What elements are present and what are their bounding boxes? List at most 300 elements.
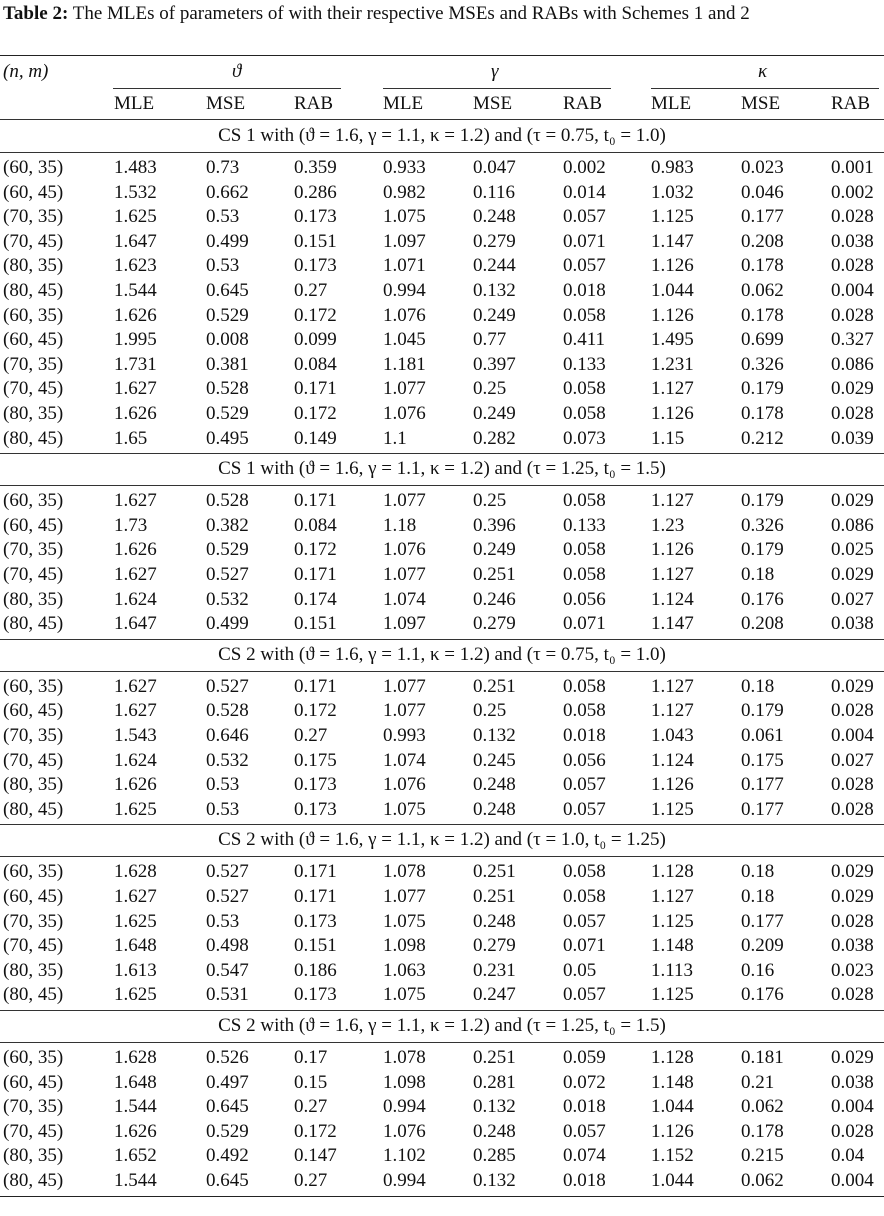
subcolumn-header: RAB	[294, 93, 334, 114]
table-cell: 0.933	[383, 157, 426, 178]
table-cell: 0.171	[294, 490, 337, 512]
table-cell: 1.627	[114, 378, 157, 400]
subcolumn-header: MSE	[473, 93, 513, 114]
table-cell: 1.125	[651, 984, 694, 1006]
table-cell: 0.25	[473, 378, 507, 400]
table-cell: 1.043	[651, 725, 694, 746]
header-rule	[0, 119, 884, 120]
table-cell: 0.499	[206, 230, 249, 252]
table-cell: 0.25	[473, 490, 507, 512]
table-cell: 0.209	[741, 935, 784, 957]
row-label: (70, 35)	[3, 539, 64, 561]
table-cell: 0.249	[473, 304, 516, 326]
row-label: (60, 45)	[3, 700, 64, 722]
table-cell: 1.147	[651, 230, 694, 252]
table-cell: 1.074	[383, 749, 426, 771]
table-cell: 1.127	[651, 700, 694, 722]
table-cell: 1.648	[114, 1071, 157, 1093]
table-cell: 1.098	[383, 935, 426, 957]
table-cell: 0.074	[563, 1145, 606, 1167]
row-label: (70, 35)	[3, 206, 64, 228]
table-cell: 0.174	[294, 588, 337, 610]
table-cell: 0.058	[563, 539, 606, 561]
table-cell: 1.623	[114, 255, 157, 277]
table-cell: 1.613	[114, 959, 157, 981]
table-cell: 1.124	[651, 588, 694, 610]
table-cell: 1.628	[114, 1047, 157, 1068]
row-label: (80, 45)	[3, 798, 64, 820]
table-cell: 1.648	[114, 935, 157, 957]
table-cell: 0.18	[741, 675, 775, 697]
table-cell: 0.001	[831, 157, 874, 178]
table-cell: 1.544	[114, 1096, 157, 1118]
table-cell: 0.177	[741, 798, 784, 820]
table-cell: 0.179	[741, 490, 784, 512]
table-cell: 1.075	[383, 206, 426, 228]
table-cell: 0.04	[831, 1145, 865, 1167]
subcolumn-header: MLE	[114, 93, 155, 114]
table-cell: 1.077	[383, 886, 426, 907]
table-cell: 1.078	[383, 861, 426, 883]
table-cell: 1.627	[114, 700, 157, 722]
table-cell: 0.495	[206, 427, 249, 449]
section-end-rule	[0, 453, 884, 454]
table-cell: 1.063	[383, 959, 426, 981]
table-cell: 0.251	[473, 1047, 516, 1068]
table-cell: 0.279	[473, 613, 516, 635]
table-cell: 0.251	[473, 861, 516, 883]
table-cell: 0.73	[206, 157, 240, 178]
table-cell: 0.028	[831, 206, 874, 228]
row-label: (70, 35)	[3, 725, 64, 746]
table-cell: 0.062	[741, 1170, 784, 1191]
table-cell: 0.059	[563, 1047, 606, 1068]
bottom-rule	[0, 1196, 884, 1197]
row-label: (60, 45)	[3, 514, 64, 536]
table-cell: 0.21	[741, 1071, 775, 1093]
table-cell: 0.527	[206, 861, 249, 883]
section-rule	[0, 485, 884, 486]
row-label: (60, 45)	[3, 1071, 64, 1093]
table-cell: 0.029	[831, 1047, 874, 1068]
table-cell: 1.127	[651, 378, 694, 400]
table-cell: 0.028	[831, 304, 874, 326]
table-cell: 1.627	[114, 564, 157, 585]
group-underline-kappa	[651, 88, 879, 89]
table-cell: 0.057	[563, 1120, 606, 1142]
table-cell: 0.27	[294, 1096, 328, 1118]
table-cell: 0.16	[741, 959, 775, 981]
row-label: (80, 35)	[3, 774, 64, 796]
table-cell: 1.126	[651, 255, 694, 277]
group-underline-gamma	[383, 88, 611, 89]
row-label: (60, 45)	[3, 886, 64, 907]
table-cell: 1.628	[114, 861, 157, 883]
table-cell: 0.133	[563, 514, 606, 536]
row-label: (60, 45)	[3, 181, 64, 203]
row-label: (80, 35)	[3, 588, 64, 610]
table-cell: 0.147	[294, 1145, 337, 1167]
table-cell: 0.527	[206, 886, 249, 907]
table-cell: 0.099	[294, 329, 337, 351]
table-cell: 1.126	[651, 304, 694, 326]
table-cell: 0.172	[294, 304, 337, 326]
table-cell: 0.046	[741, 181, 784, 203]
table-cell: 0.133	[563, 353, 606, 375]
table-cell: 0.056	[563, 749, 606, 771]
table-cell: 0.173	[294, 774, 337, 796]
table-cell: 0.172	[294, 1120, 337, 1142]
section-end-rule	[0, 639, 884, 640]
table-cell: 0.172	[294, 700, 337, 722]
table-cell: 1.625	[114, 984, 157, 1006]
table-cell: 0.004	[831, 725, 874, 746]
table-cell: 0.028	[831, 910, 874, 932]
table-cell: 0.028	[831, 255, 874, 277]
table-cell: 0.132	[473, 1170, 516, 1191]
table-cell: 0.246	[473, 588, 516, 610]
table-cell: 1.125	[651, 206, 694, 228]
table-cell: 1.127	[651, 490, 694, 512]
table-cell: 1.626	[114, 539, 157, 561]
table-cell: 0.547	[206, 959, 249, 981]
table-cell: 0.179	[741, 700, 784, 722]
table-cell: 0.058	[563, 700, 606, 722]
table-cell: 1.231	[651, 353, 694, 375]
table-cell: 0.018	[563, 280, 606, 301]
table-cell: 0.53	[206, 910, 240, 932]
section-end-rule	[0, 1010, 884, 1011]
table-cell: 1.125	[651, 910, 694, 932]
table-cell: 0.004	[831, 1170, 874, 1191]
table-cell: 0.281	[473, 1071, 516, 1093]
table-cell: 1.126	[651, 1120, 694, 1142]
table-cell: 1.076	[383, 304, 426, 326]
table-cell: 0.396	[473, 514, 516, 536]
table-cell: 1.152	[651, 1145, 694, 1167]
table-cell: 0.497	[206, 1071, 249, 1093]
table-cell: 0.178	[741, 304, 784, 326]
subcolumn-header: RAB	[563, 93, 603, 114]
table-cell: 0.057	[563, 206, 606, 228]
table-cell: 0.058	[563, 675, 606, 697]
row-label: (70, 45)	[3, 230, 64, 252]
table-cell: 0.176	[741, 984, 784, 1006]
table-cell: 0.028	[831, 700, 874, 722]
table-cell: 0.038	[831, 1071, 874, 1093]
table-cell: 0.53	[206, 255, 240, 277]
table-cell: 1.075	[383, 984, 426, 1006]
table-cell: 1.627	[114, 886, 157, 907]
table-cell: 1.627	[114, 675, 157, 697]
table-cell: 0.018	[563, 1096, 606, 1118]
table-cell: 0.186	[294, 959, 337, 981]
table-cell: 0.038	[831, 613, 874, 635]
row-label: (80, 35)	[3, 1145, 64, 1167]
table-cell: 0.002	[831, 181, 874, 203]
table-cell: 0.17	[294, 1047, 328, 1068]
table-cell: 1.097	[383, 613, 426, 635]
table-cell: 1.626	[114, 403, 157, 424]
table-cell: 0.028	[831, 774, 874, 796]
table-cell: 0.025	[831, 539, 874, 561]
table-cell: 0.018	[563, 1170, 606, 1191]
table-cell: 0.994	[383, 280, 426, 301]
table-cell: 0.215	[741, 1145, 784, 1167]
table-cell: 0.245	[473, 749, 516, 771]
table-cell: 0.073	[563, 427, 606, 449]
row-label: (70, 45)	[3, 935, 64, 957]
table-cell: 1.077	[383, 675, 426, 697]
table-cell: 1.076	[383, 539, 426, 561]
table-cell: 0.212	[741, 427, 784, 449]
table-cell: 1.148	[651, 935, 694, 957]
table-cell: 0.326	[741, 514, 784, 536]
table-cell: 0.248	[473, 798, 516, 820]
section-title: CS 1 with (ϑ = 1.6, γ = 1.1, κ = 1.2) and (τ = 0.75, t₀ = 1.0)	[218, 125, 666, 146]
table-cell: 1.1	[383, 427, 407, 449]
table-cell: 0.248	[473, 774, 516, 796]
table-cell: 0.173	[294, 255, 337, 277]
row-label: (70, 35)	[3, 1096, 64, 1118]
row-label: (70, 45)	[3, 378, 64, 400]
table-cell: 0.004	[831, 280, 874, 301]
table-cell: 0.529	[206, 1120, 249, 1142]
table-cell: 0.983	[651, 157, 694, 178]
table-cell: 0.178	[741, 403, 784, 424]
subcolumn-header: MLE	[651, 93, 692, 114]
table-cell: 1.075	[383, 910, 426, 932]
table-cell: 1.077	[383, 700, 426, 722]
table-cell: 0.249	[473, 539, 516, 561]
table-cell: 0.18	[741, 886, 775, 907]
table-cell: 0.071	[563, 230, 606, 252]
table-cell: 0.058	[563, 886, 606, 907]
table-cell: 0.018	[563, 725, 606, 746]
table-cell: 1.624	[114, 749, 157, 771]
table-cell: 0.53	[206, 774, 240, 796]
table-cell: 0.132	[473, 1096, 516, 1118]
table-cell: 0.18	[741, 564, 775, 585]
table-cell: 0.028	[831, 798, 874, 820]
table-cell: 0.029	[831, 378, 874, 400]
table-cell: 1.077	[383, 490, 426, 512]
table-cell: 0.498	[206, 935, 249, 957]
table-cell: 0.057	[563, 255, 606, 277]
table-cell: 1.73	[114, 514, 148, 536]
table-cell: 0.023	[831, 959, 874, 981]
table-cell: 0.411	[563, 329, 606, 351]
table-cell: 1.18	[383, 514, 417, 536]
row-label: (80, 45)	[3, 1170, 64, 1191]
table-cell: 1.126	[651, 539, 694, 561]
table-cell: 0.382	[206, 514, 249, 536]
table-cell: 1.044	[651, 1170, 694, 1191]
group-theta: ϑ	[232, 61, 242, 82]
table-cell: 0.151	[294, 230, 337, 252]
table-cell: 1.647	[114, 230, 157, 252]
table-cell: 1.076	[383, 1120, 426, 1142]
table-cell: 0.381	[206, 353, 249, 375]
table-cell: 0.646	[206, 725, 249, 746]
table-cell: 0.058	[563, 378, 606, 400]
table-cell: 0.982	[383, 181, 426, 203]
table-cell: 0.282	[473, 427, 516, 449]
table-cell: 1.077	[383, 378, 426, 400]
row-label: (80, 45)	[3, 984, 64, 1006]
table-cell: 0.645	[206, 280, 249, 301]
table-cell: 0.178	[741, 1120, 784, 1142]
table-cell: 0.149	[294, 427, 337, 449]
table-cell: 0.993	[383, 725, 426, 746]
table-cell: 0.77	[473, 329, 507, 351]
row-label: (60, 35)	[3, 304, 64, 326]
table-cell: 0.058	[563, 564, 606, 585]
row-label: (70, 35)	[3, 353, 64, 375]
table-cell: 1.044	[651, 1096, 694, 1118]
table-cell: 0.527	[206, 564, 249, 585]
section-rule	[0, 152, 884, 153]
table-cell: 0.994	[383, 1170, 426, 1191]
table-cell: 1.044	[651, 280, 694, 301]
table-cell: 0.173	[294, 910, 337, 932]
table-cell: 1.627	[114, 490, 157, 512]
table-cell: 1.647	[114, 613, 157, 635]
row-label: (70, 45)	[3, 564, 64, 585]
table-cell: 0.086	[831, 514, 874, 536]
table-cell: 0.247	[473, 984, 516, 1006]
table-cell: 0.173	[294, 984, 337, 1006]
table-cell: 0.058	[563, 861, 606, 883]
table-cell: 0.171	[294, 564, 337, 585]
table-cell: 0.286	[294, 181, 337, 203]
table-cell: 0.173	[294, 798, 337, 820]
table-cell: 1.128	[651, 1047, 694, 1068]
table-cell: 0.179	[741, 378, 784, 400]
table-cell: 0.058	[563, 403, 606, 424]
table-cell: 0.151	[294, 613, 337, 635]
table-cell: 0.072	[563, 1071, 606, 1093]
table-cell: 1.032	[651, 181, 694, 203]
table-cell: 0.084	[294, 514, 337, 536]
table-cell: 0.014	[563, 181, 606, 203]
table-cell: 0.251	[473, 675, 516, 697]
table-cell: 0.327	[831, 329, 874, 351]
row-label: (80, 45)	[3, 613, 64, 635]
table-cell: 0.526	[206, 1047, 249, 1068]
table-cell: 0.028	[831, 984, 874, 1006]
table-cell: 1.626	[114, 774, 157, 796]
table-cell: 0.645	[206, 1170, 249, 1191]
table-cell: 0.172	[294, 403, 337, 424]
table-cell: 0.528	[206, 490, 249, 512]
table-cell: 0.359	[294, 157, 337, 178]
table-cell: 1.544	[114, 280, 157, 301]
table-cell: 1.127	[651, 564, 694, 585]
table-cell: 1.626	[114, 1120, 157, 1142]
table-cell: 0.645	[206, 1096, 249, 1118]
table-cell: 0.132	[473, 725, 516, 746]
section-rule	[0, 1042, 884, 1043]
table-cell: 1.074	[383, 588, 426, 610]
row-label: (80, 45)	[3, 427, 64, 449]
section-rule	[0, 856, 884, 857]
table-cell: 0.027	[831, 749, 874, 771]
caption-text: The MLEs of parameters of with their respective MSEs and RABs with Schemes 1 and 2	[72, 3, 750, 24]
table-cell: 1.148	[651, 1071, 694, 1093]
table-cell: 1.543	[114, 725, 157, 746]
table-cell: 0.208	[741, 613, 784, 635]
subcolumn-header: MLE	[383, 93, 424, 114]
section-title: CS 2 with (ϑ = 1.6, γ = 1.1, κ = 1.2) and (τ = 1.25, t₀ = 1.5)	[218, 1015, 666, 1036]
table-cell: 0.251	[473, 564, 516, 585]
table-cell: 0.084	[294, 353, 337, 375]
table-cell: 1.045	[383, 329, 426, 351]
top-rule	[0, 55, 884, 56]
table-cell: 1.532	[114, 181, 157, 203]
table-cell: 0.175	[294, 749, 337, 771]
table-cell: 0.132	[473, 280, 516, 301]
table-cell: 0.208	[741, 230, 784, 252]
table-cell: 0.53	[206, 798, 240, 820]
table-cell: 1.995	[114, 329, 157, 351]
table-cell: 0.251	[473, 886, 516, 907]
table-cell: 1.097	[383, 230, 426, 252]
table-cell: 0.532	[206, 749, 249, 771]
table-cell: 0.248	[473, 206, 516, 228]
table-cell: 1.113	[651, 959, 694, 981]
table-caption	[3, 2, 879, 25]
table-cell: 0.151	[294, 935, 337, 957]
table-cell: 0.699	[741, 329, 784, 351]
table-cell: 1.15	[651, 427, 685, 449]
table-cell: 0.529	[206, 403, 249, 424]
table-cell: 0.177	[741, 910, 784, 932]
table-cell: 0.176	[741, 588, 784, 610]
row-label: (60, 35)	[3, 1047, 64, 1068]
row-label: (60, 35)	[3, 861, 64, 883]
table-cell: 1.126	[651, 403, 694, 424]
table-cell: 0.531	[206, 984, 249, 1006]
row-label-header: (n, m)	[3, 61, 49, 82]
table-cell: 1.124	[651, 749, 694, 771]
table-cell: 0.071	[563, 935, 606, 957]
table-cell: 0.326	[741, 353, 784, 375]
table-cell: 1.181	[383, 353, 426, 375]
table-cell: 0.528	[206, 378, 249, 400]
table-cell: 1.624	[114, 588, 157, 610]
section-title: CS 2 with (ϑ = 1.6, γ = 1.1, κ = 1.2) and (τ = 0.75, t₀ = 1.0)	[218, 643, 666, 665]
table-cell: 0.058	[563, 304, 606, 326]
table-cell: 1.075	[383, 798, 426, 820]
table-cell: 0.171	[294, 378, 337, 400]
table-cell: 0.532	[206, 588, 249, 610]
table-cell: 1.495	[651, 329, 694, 351]
row-label: (80, 35)	[3, 403, 64, 424]
table-cell: 0.057	[563, 774, 606, 796]
row-label: (70, 45)	[3, 749, 64, 771]
subcolumn-header: MSE	[741, 93, 781, 114]
table-cell: 0.038	[831, 935, 874, 957]
table-cell: 0.058	[563, 490, 606, 512]
table-cell: 0.27	[294, 280, 328, 301]
table-cell: 0.53	[206, 206, 240, 228]
table-cell: 0.492	[206, 1145, 249, 1167]
group-underline-theta	[113, 88, 341, 89]
table-cell: 1.076	[383, 403, 426, 424]
table-cell: 0.179	[741, 539, 784, 561]
table-cell: 1.731	[114, 353, 157, 375]
